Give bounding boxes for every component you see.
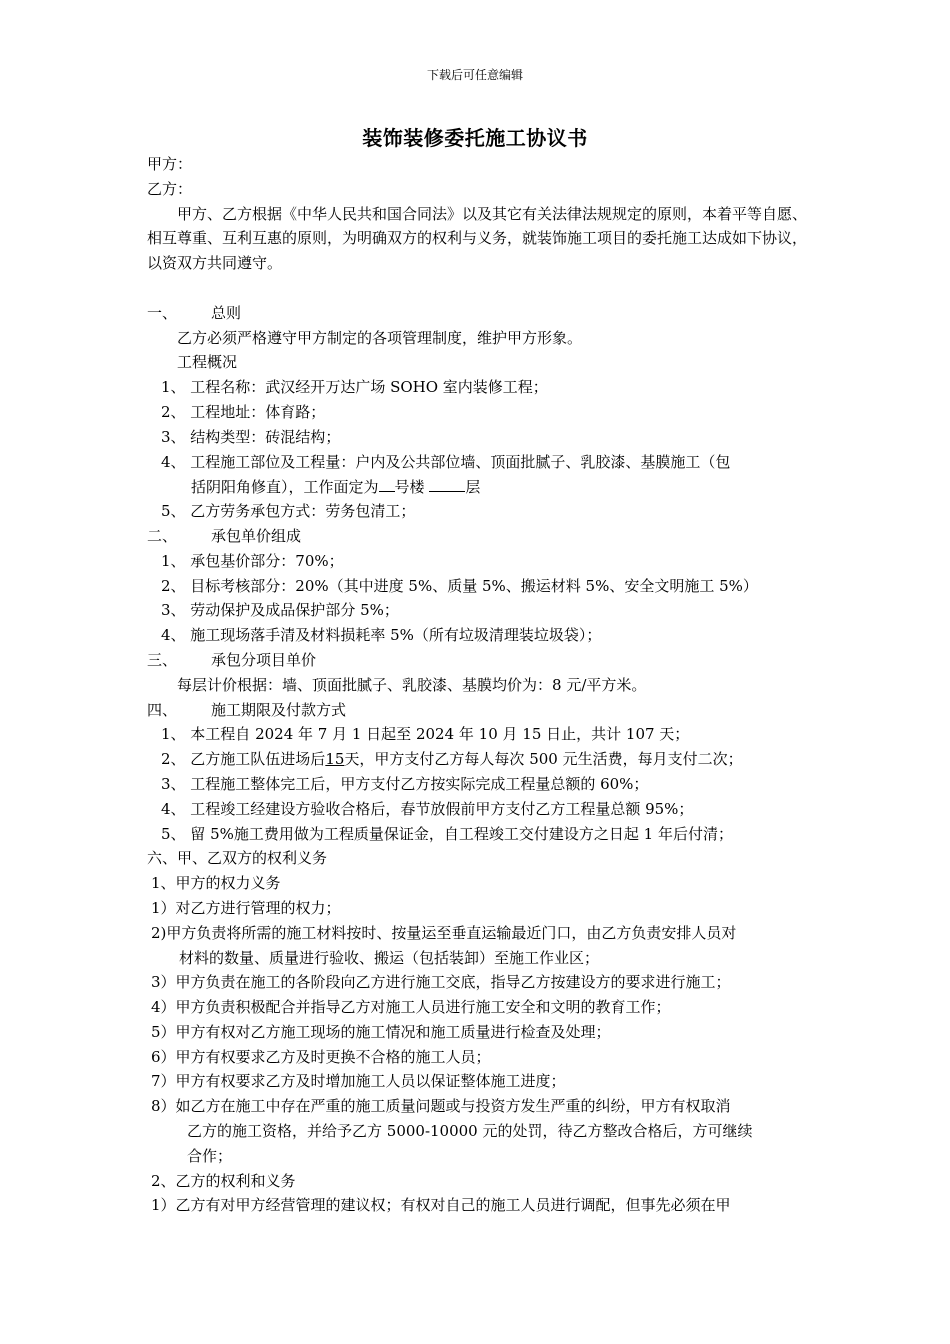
section-2-number: 二、 [147, 526, 178, 545]
section-3-paragraph: 每层计价根据：墙、顶面批腻子、乳胶漆、基膜均价为：8 元/平方米。 [177, 675, 647, 694]
floor-label: 层 [465, 478, 481, 497]
party-a-line: 甲方： [147, 155, 193, 173]
list-item-text: 2、 乙方施工队伍进场后 [161, 750, 326, 769]
section-1-title: 总则 [211, 303, 242, 322]
list-item: 5、 留 5%施工费用做为工程质量保证金，自工程竣工交付建设方之日起 1 年后付清； [161, 824, 733, 843]
project-overview-heading: 工程概况 [177, 353, 238, 372]
list-item: 1、 工程名称：武汉经开万达广场 SOHO 室内装修工程； [161, 378, 548, 397]
section-4-number: 四、 [147, 700, 178, 719]
list-item [147, 747, 807, 772]
list-item: 3、 结构类型：砖混结构； [161, 427, 341, 446]
floor-blank [429, 474, 465, 492]
list-item: 4、 工程竣工经建设方验收合格后，春节放假前甲方支付乙方工程量总额 95%； [161, 799, 694, 818]
subsection-heading: 1、甲方的权力义务 [151, 874, 281, 893]
section-1-number: 一、 [147, 303, 178, 322]
party-b-line: 乙方： [147, 179, 193, 198]
section-4-title: 施工期限及付款方式 [211, 700, 347, 719]
building-label: 号楼 [394, 478, 425, 497]
section-1-heading [147, 301, 807, 326]
list-item: 3、 劳动保护及成品保护部分 5%； [161, 601, 399, 620]
list-item: 1、 本工程自 2024 年 7 月 1 日起至 2024 年 10 月 15 日止，共计 107 天； [161, 725, 690, 744]
intro-paragraph: 甲方、乙方根据《中华人民共和国合同法》以及其它有关法律法规规定的原则，本着平等自愿、相互尊重、互利互惠的原则，为明确双方的权利与义务，就装饰施工项目的委托施工达成如下协议，以资双方共同遵守。 [147, 204, 808, 273]
underlined-days-value: 15 [325, 750, 345, 769]
list-item: 8）如乙方在施工中存在严重的施工质量问题或与投资方发生严重的纠纷，甲方有权取消 [151, 1097, 731, 1116]
document-body [147, 152, 807, 1218]
list-item: 1、 承包基价部分：70%； [161, 551, 344, 570]
list-item-continuation [147, 474, 807, 499]
list-item: 2、 目标考核部分：20%（其中进度 5%、质量 5%、搬运材料 5%、安全文明施工 5%） [161, 576, 758, 595]
list-item-continuation: 乙方的施工资格，并给予乙方 5000-10000 元的处罚，待乙方整改合格后，方可继续 [187, 1122, 753, 1141]
list-item: 3）甲方负责在施工的各阶段向乙方进行施工交底，指导乙方按建设方的要求进行施工； [151, 973, 731, 992]
subsection-heading: 2、乙方的权利和义务 [151, 1171, 296, 1190]
section-3-heading [147, 648, 807, 673]
list-item-continuation: 材料的数量、质量进行验收、搬运（包括装卸）至施工作业区； [179, 948, 600, 967]
list-item: 3、 工程施工整体完工后，甲方支付乙方按实际完成工程量总额的 60%； [161, 774, 649, 793]
list-item: 2、 工程地址：体育路； [161, 402, 326, 421]
list-item: 6）甲方有权要求乙方及时更换不合格的施工人员； [151, 1047, 491, 1066]
section-2-heading [147, 524, 807, 549]
section-3-number: 三、 [147, 650, 178, 669]
page-header: 下载后可任意编辑 [426, 68, 523, 82]
list-item-continuation: 合作； [187, 1146, 233, 1165]
list-item: 1）对乙方进行管理的权力； [151, 898, 341, 917]
document-title: 装饰装修委托施工协议书 [362, 126, 588, 150]
list-item: 7）甲方有权要求乙方及时增加施工人员以保证整体施工进度； [151, 1072, 566, 1091]
list-item-text: 天，甲方支付乙方每人每次 500 元生活费，每月支付二次； [344, 750, 743, 769]
list-item: 1）乙方有对甲方经营管理的建议权；有权对自己的施工人员进行调配，但事先必须在甲 [151, 1196, 731, 1215]
list-item: 4）甲方负责积极配合并指导乙方对施工人员进行施工安全和文明的教育工作； [151, 998, 671, 1017]
section-3-title: 承包分项目单价 [211, 650, 317, 669]
section-4-heading [147, 698, 807, 723]
section-1-paragraph: 乙方必须严格遵守甲方制定的各项管理制度，维护甲方形象。 [177, 328, 583, 347]
list-item: 5）甲方有权对乙方施工现场的施工情况和施工质量进行检查及处理； [151, 1022, 611, 1041]
work-area-label: 括阴阳角修直），工作面定为 [191, 478, 379, 497]
section-6-heading: 六、甲、乙双方的权利义务 [147, 849, 328, 868]
list-item: 5、 乙方劳务承包方式：劳务包清工； [161, 502, 416, 521]
list-item: 2)甲方负责将所需的施工材料按时、按量运至垂直运输最近门口，由乙方负责安排人员对 [151, 923, 737, 942]
list-item: 4、 施工现场落手清及材料损耗率 5%（所有垃圾清理装垃圾袋）； [161, 626, 602, 645]
building-number-blank [379, 474, 395, 492]
section-2-title: 承包单价组成 [211, 526, 302, 545]
list-item: 4、 工程施工部位及工程量：户内及公共部位墙、顶面批腻子、乳胶漆、基膜施工（包 [161, 452, 731, 471]
spacer [147, 276, 807, 301]
